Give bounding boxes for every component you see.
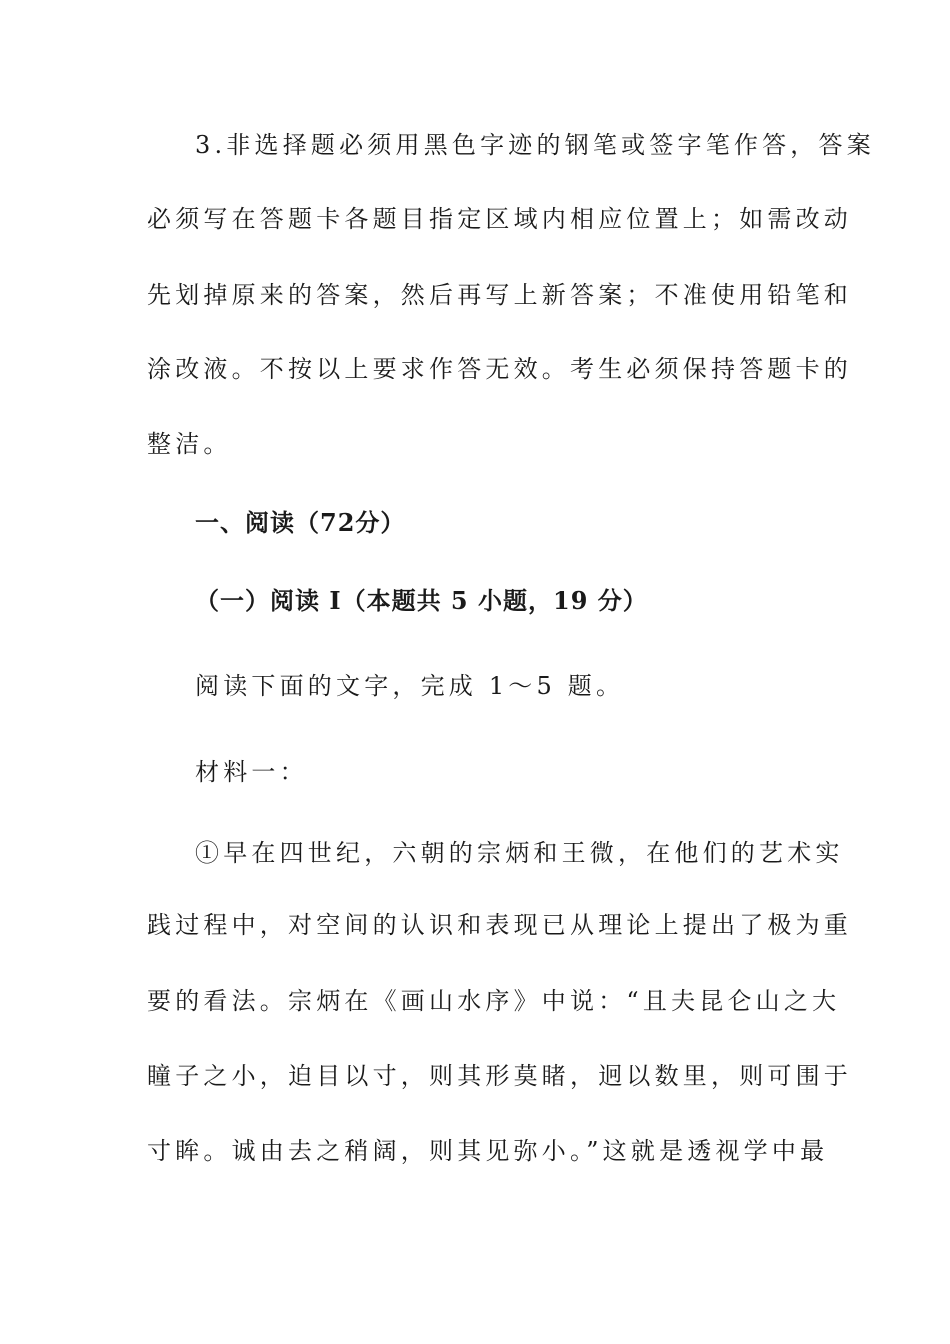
passage-line-3: 要的看法。宗炳在《画山水序》中说：“且夫昆仑山之大 bbox=[147, 987, 841, 1015]
instruction-line-4: 涂改液。不按以上要求作答无效。考生必须保持答题卡的 bbox=[147, 355, 852, 383]
section-heading: 一、阅读（72分） bbox=[195, 508, 406, 537]
instruction-line-3: 先划掉原来的答案，然后再写上新答案；不准使用铅笔和 bbox=[147, 281, 852, 309]
instruction-line-5: 整洁。 bbox=[147, 430, 232, 458]
passage-line-2: 践过程中，对空间的认识和表现已从理论上提出了极为重 bbox=[147, 911, 852, 939]
passage-line-4: 瞳子之小，迫目以寸，则其形莫睹，迥以数里，则可围于 bbox=[147, 1062, 852, 1090]
reading-prompt: 阅读下面的文字，完成 1～5 题。 bbox=[195, 672, 625, 700]
instruction-line-2: 必须写在答题卡各题目指定区域内相应位置上；如需改动 bbox=[147, 205, 852, 233]
section-subheading: （一）阅读 I（本题共 5 小题，19 分） bbox=[195, 586, 648, 615]
material-label: 材料一： bbox=[195, 758, 308, 786]
passage-line-1: ①早在四世纪，六朝的宗炳和王微，在他们的艺术实 bbox=[195, 839, 844, 867]
passage-line-5: 寸眸。诚由去之稍阔，则其见弥小。”这就是透视学中最 bbox=[147, 1137, 829, 1165]
instruction-line-1: 3.非选择题必须用黑色字迹的钢笔或签字笔作答，答案 bbox=[195, 131, 875, 159]
